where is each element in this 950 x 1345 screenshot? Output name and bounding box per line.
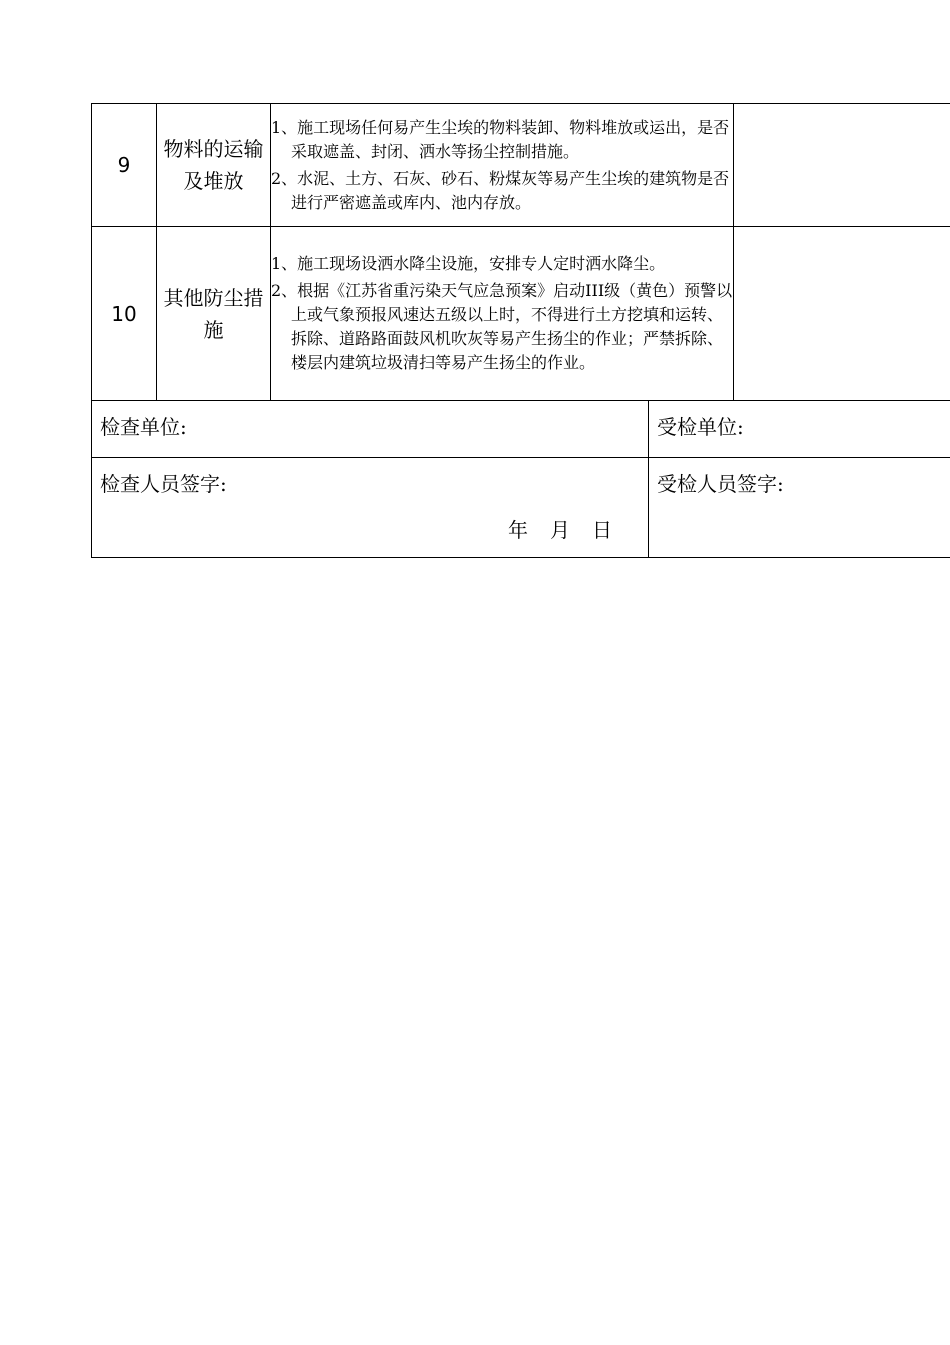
check-point: 2、根据《江苏省重污染天气应急预案》启动III级（黄色）预警以上或气象预报风速达五级以上时，不得进行土方挖填和运转、拆除、道路路面鼓风机吹灰等易产生扬尘的作业；严禁拆除、楼层内建筑垃圾清扫等易产生扬尘的作业。: [271, 281, 733, 372]
table-row: [92, 227, 950, 401]
dust-control-checklist-table: [91, 103, 950, 401]
table-row: [92, 104, 950, 227]
signature-row: [92, 458, 950, 558]
inspected-signature-label: 受检人员签字:: [657, 472, 784, 496]
row-number: 10: [92, 227, 157, 401]
inspector-signature-label: 检查人员签字:: [100, 472, 227, 496]
date-day-label: 日: [592, 518, 612, 542]
check-item-name: 物料的运输及堆放: [157, 104, 271, 227]
check-point: 2、水泥、土方、石灰、砂石、粉煤灰等易产生尘埃的建筑物是否进行严密遮盖或库内、池内存放。: [271, 168, 730, 212]
inspected-unit-label: 受检单位:: [657, 415, 744, 439]
check-point: 1、施工现场设洒水降尘设施，安排专人定时洒水降尘。: [271, 254, 666, 273]
inspected-signature-cell[interactable]: [649, 458, 950, 558]
inspection-sheet: [91, 103, 950, 558]
inspector-signature-cell[interactable]: [92, 458, 649, 558]
inspected-unit-cell[interactable]: [649, 401, 950, 458]
check-item-name: 其他防尘措施: [157, 227, 271, 401]
check-point: 1、施工现场任何易产生尘埃的物料装卸、物料堆放或运出，是否采取遮盖、封闭、洒水等扬尘控制措施。: [271, 117, 730, 161]
check-result-cell[interactable]: [734, 227, 950, 401]
signoff-table: [91, 401, 950, 558]
signature-date: [92, 516, 648, 544]
inspecting-unit-label: 检查单位:: [100, 415, 187, 439]
date-month-label: 月: [550, 518, 570, 542]
date-year-label: 年: [508, 518, 528, 542]
unit-row: [92, 401, 950, 458]
inspecting-unit-cell[interactable]: [92, 401, 649, 458]
check-result-cell[interactable]: [734, 104, 950, 227]
check-content: [271, 104, 734, 227]
check-content: [271, 227, 734, 401]
row-number: 9: [92, 104, 157, 227]
